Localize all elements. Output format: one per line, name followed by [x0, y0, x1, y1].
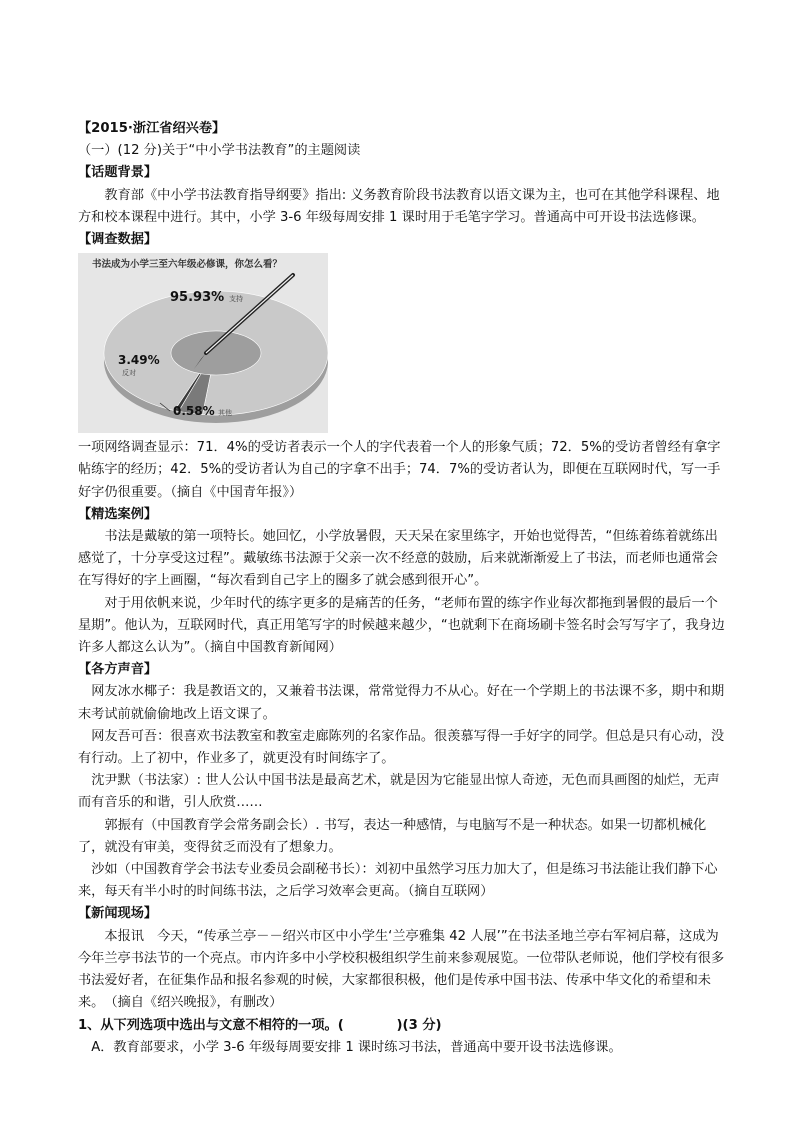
document-page: [78, 118, 728, 1059]
slice-label-other: 其他: [218, 409, 232, 418]
voice-item: 沙如（中国教育学会书法专业委员会副秘书长）：刘初中虽然学习压力加大了，但是练习书法能让我们静下心来，每天有半小时的时间练书法，之后学习效率会更高。（摘自互联网）: [78, 862, 718, 900]
slice-value-other: 0.58%: [173, 404, 215, 419]
news-text: 本报讯 今天，“传承兰亭－－绍兴市区中小学生‘兰亭雅集 42 人展’”在书法圣地兰亭右军祠启幕，这成为今年兰亭书法节的一个亮点。市内许多中小学校积极组织学生前来参观展览。一位带队老师说，他们学校有很多书法爱好者，在征集作品和报名参观的时候，大家都很积极，他们是传承中国书法、传承中华文化的希望和未来。 （摘自《绍兴晚报》，有删改）: [78, 928, 725, 1011]
voice-item: 网友吾可吾：很喜欢书法教室和教室走廊陈列的名家作品。很羡慕写得一手好字的同学。但总是只有心动，没有行动。上了初中，作业多了，就更没有时间练字了。: [78, 728, 725, 767]
section-title: （一）(12 分)关于“中小学书法教育”的主题阅读: [78, 143, 361, 159]
voice-item: 郭振有（中国教育学会常务副会长）. 书写，表达一种感情，与电脑写不是一种状态。如果一切都机械化了，就没有审美，变得贫乏而没有了想象力。: [78, 817, 707, 855]
case-paragraph-1: 书法是戴敏的第一项特长。她回忆，小学放暑假，天天呆在家里练字，开始也觉得苦，“但练着练着就练出感觉了，十分享受这过程”。戴敏练书法源于父亲一次不经意的鼓励，后来就渐渐爱上了书法，而老师也通常会在写得好的字上画圈，“每次看到自己字上的圈多了就会感到很开心”。: [78, 529, 718, 589]
topic-background-heading: 【话题背景】: [78, 165, 158, 181]
news-heading: 【新闻现场】: [78, 906, 158, 922]
source-label: 【2015·浙江省绍兴卷】: [78, 121, 226, 136]
case-paragraph-2: 对于用依帆来说，少年时代的练字更多的是痛苦的任务，“老师布置的练字作业每次都拖到暑假的最后一个星期”。他认为，互联网时代，真正用笔写字的时候越来越少，“也就剩下在商场刷卡签名时会写写字了，我身边许多人都这么认为”。（摘自中国教育新闻网）: [78, 595, 725, 656]
voice-item: 网友冰水椰子：我是教语文的，又兼着书法课，常常觉得力不从心。好在一个学期上的书法课不多，期中和期末考试前就偷偷地改上语文课了。: [78, 684, 725, 722]
voice-item: 沈尹默（书法家）: 世人公认中国书法是最高艺术，就是因为它能显出惊人奇迹，无色而具画图的灿烂，无声而有音乐的和谐，引人欣赏……: [78, 773, 720, 811]
slice-label-oppose: 反对: [122, 369, 136, 378]
slice-label-support: 支持: [229, 295, 243, 304]
topic-background-text: 教育部《中小学书法教育指导纲要》指出: 义务教育阶段书法教育以语文课为主，也可在其他学科课程、地方和校本课程中进行。其中，小学 3-6 年级每周安排 1 课时用于毛笔字学习。普通高中可开设书法选修课。: [78, 187, 720, 225]
survey-heading: 【调查数据】: [78, 232, 158, 248]
survey-caption: 一项网络调查显示：71．4%的受访者表示一个人的字代表着一个人的形象气质；72．5%的受访者曾经有拿字帖练字的经历；42．5%的受访者认为自己的字拿不出手；74．7%的受访者认为，即便在互联网时代，写一手好字仍很重要。（摘自《中国青年报》）: [78, 440, 721, 500]
question-stem: 1、从下列选项中选出与文意不相符的一项。( )(3 分): [78, 1017, 442, 1033]
question-option-a: A．教育部要求，小学 3-6 年级每周要安排 1 课时练习书法，普通高中要开设书法选修课。: [91, 1039, 622, 1055]
slice-value-oppose: 3.49%: [118, 353, 160, 368]
survey-chart: [78, 253, 328, 433]
cases-heading: 【精选案例】: [78, 506, 158, 522]
voices-heading: 【各方声音】: [78, 662, 158, 678]
chart-title: 书法成为小学三至六年级必修课，你怎么看？: [92, 259, 283, 271]
slice-value-support: 95.93%: [170, 290, 225, 306]
